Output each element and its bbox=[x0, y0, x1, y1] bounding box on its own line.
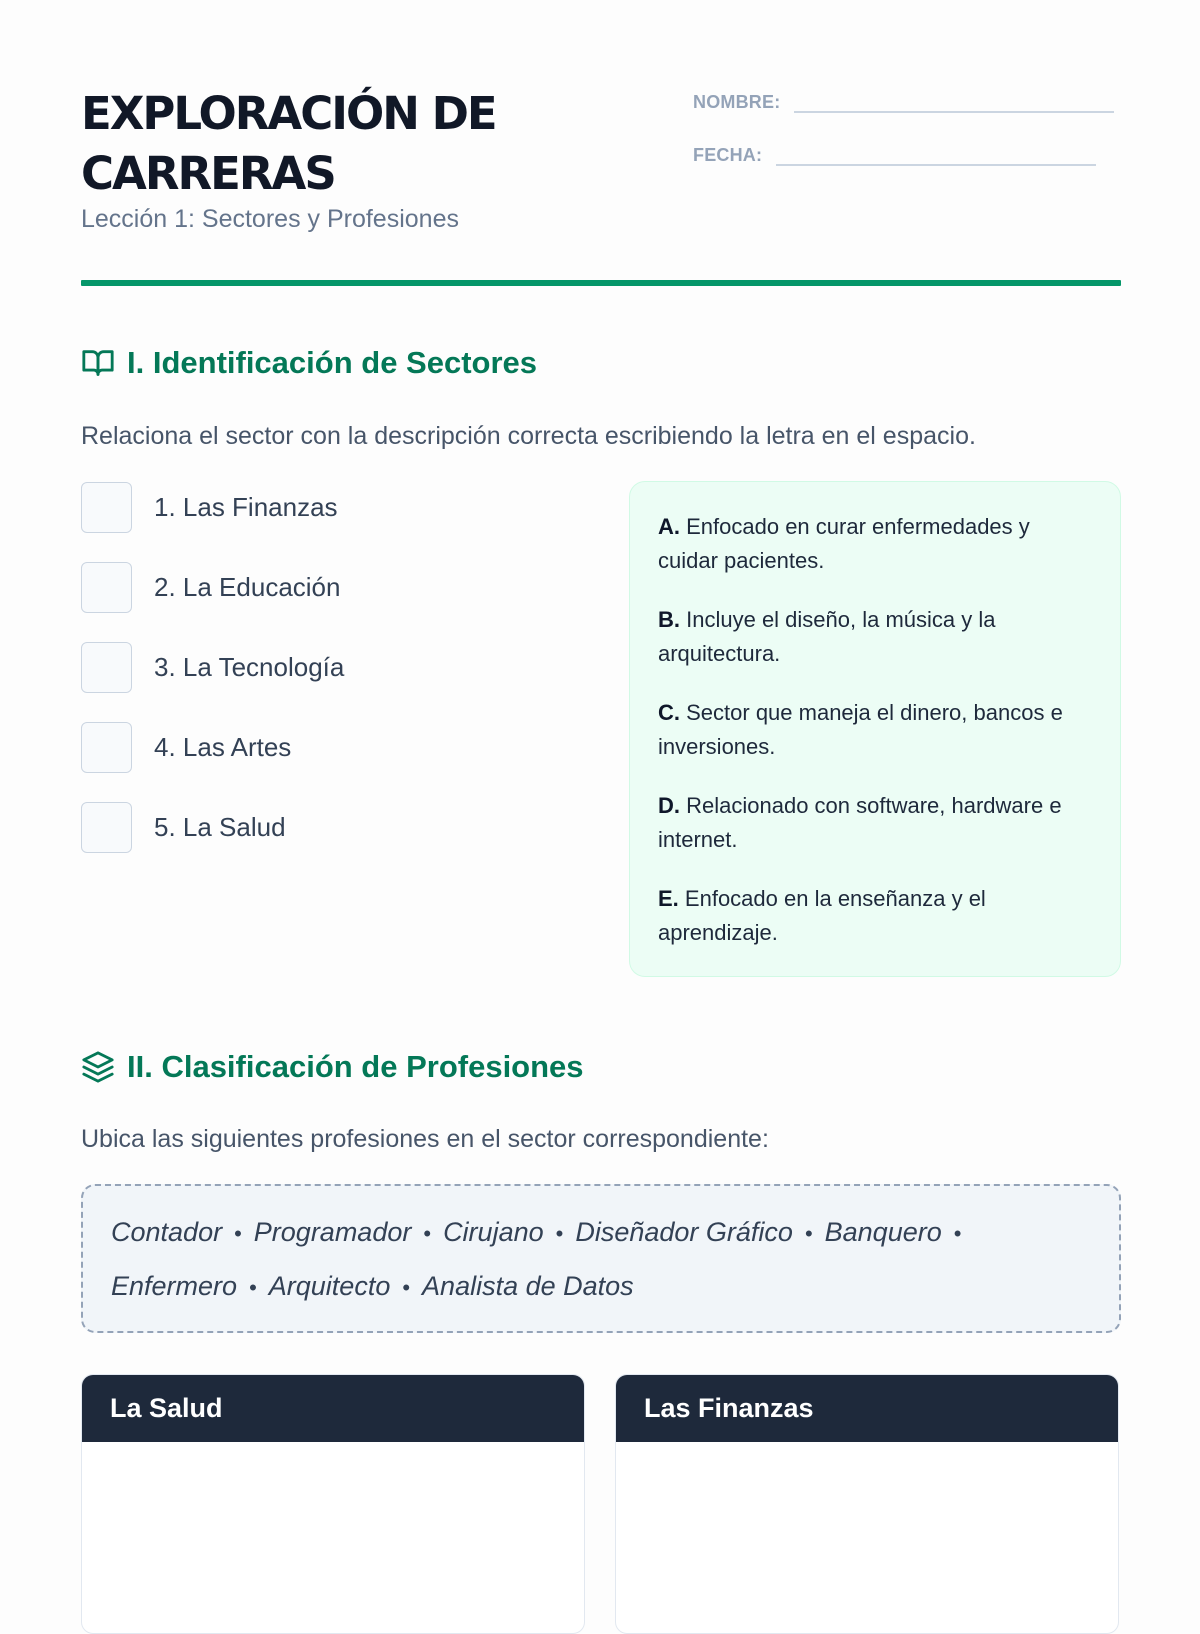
answer-box[interactable] bbox=[81, 482, 132, 533]
word-separator: • bbox=[953, 1221, 962, 1246]
word-bank-item: Arquitecto bbox=[268, 1271, 391, 1301]
match-item bbox=[81, 481, 601, 534]
match-item-label: 4. Las Artes bbox=[154, 732, 292, 762]
word-bank-item: Diseñador Gráfico bbox=[575, 1217, 793, 1247]
word-separator: • bbox=[804, 1221, 813, 1246]
category-answer-area[interactable] bbox=[616, 1442, 1118, 1634]
word-bank-item: Analista de Datos bbox=[422, 1271, 634, 1301]
match-item-label: 5. La Salud bbox=[154, 812, 286, 842]
date-label: FECHA: bbox=[693, 145, 763, 165]
category-card-salud bbox=[81, 1374, 585, 1634]
option-letter: C. bbox=[658, 700, 680, 725]
section-1-instructions: Relaciona el sector con la descripción correcta escribiendo la letra en el espacio. bbox=[81, 422, 976, 450]
name-label: NOMBRE: bbox=[693, 92, 781, 112]
description-option bbox=[658, 882, 1092, 950]
match-item-label: 3. La Tecnología bbox=[154, 652, 345, 682]
match-item bbox=[81, 561, 601, 614]
worksheet-page bbox=[81, 0, 1121, 1600]
header-divider bbox=[81, 280, 1121, 286]
page-title: EXPLORACIÓN DE CARRERAS bbox=[81, 87, 496, 200]
word-bank-item: Cirujano bbox=[443, 1217, 544, 1247]
category-answer-area[interactable] bbox=[82, 1442, 584, 1634]
description-option bbox=[658, 789, 1092, 857]
category-card-title: Las Finanzas bbox=[616, 1375, 1118, 1442]
category-card-finanzas bbox=[615, 1374, 1119, 1634]
option-text: Relacionado con software, hardware e internet. bbox=[658, 793, 1062, 852]
name-input-line[interactable] bbox=[794, 89, 1114, 113]
word-separator: • bbox=[555, 1221, 564, 1246]
word-bank bbox=[81, 1184, 1121, 1333]
word-bank-item: Banquero bbox=[824, 1217, 942, 1247]
date-input-line[interactable] bbox=[776, 142, 1096, 166]
word-bank-item: Programador bbox=[253, 1217, 412, 1247]
date-field bbox=[693, 142, 1096, 166]
option-letter: E. bbox=[658, 886, 679, 911]
description-option bbox=[658, 510, 1092, 578]
answer-box[interactable] bbox=[81, 722, 132, 773]
description-option bbox=[658, 696, 1092, 764]
option-letter: B. bbox=[658, 607, 680, 632]
word-bank-item: Enfermero bbox=[111, 1271, 238, 1301]
category-card-title: La Salud bbox=[82, 1375, 584, 1442]
answer-box[interactable] bbox=[81, 642, 132, 693]
answer-box[interactable] bbox=[81, 562, 132, 613]
option-text: Enfocado en la enseñanza y el aprendizaje. bbox=[658, 886, 986, 945]
match-item-label: 2. La Educación bbox=[154, 572, 341, 602]
word-separator: • bbox=[402, 1275, 411, 1300]
word-separator: • bbox=[249, 1275, 257, 1300]
description-option bbox=[658, 603, 1092, 671]
match-item bbox=[81, 721, 601, 774]
match-item bbox=[81, 801, 601, 854]
section-2-instructions: Ubica las siguientes profesiones en el sector correspondiente: bbox=[81, 1125, 769, 1153]
option-text: Incluye el diseño, la música y la arquitectura. bbox=[658, 607, 996, 666]
section-2-title bbox=[81, 1047, 584, 1087]
word-separator: • bbox=[423, 1221, 432, 1246]
matching-list bbox=[81, 481, 601, 881]
word-separator: • bbox=[234, 1221, 242, 1246]
answer-box[interactable] bbox=[81, 802, 132, 853]
section-1-title-text: I. Identificación de Sectores bbox=[127, 345, 538, 380]
match-item-label: 1. Las Finanzas bbox=[154, 492, 338, 522]
option-letter: A. bbox=[658, 514, 680, 539]
name-field bbox=[693, 89, 1114, 113]
page-subtitle: Lección 1: Sectores y Profesiones bbox=[81, 205, 459, 233]
match-item bbox=[81, 641, 601, 694]
layers-icon bbox=[81, 1050, 115, 1084]
option-text: Sector que maneja el dinero, bancos e inversiones. bbox=[658, 700, 1063, 759]
section-2-title-text: II. Clasificación de Profesiones bbox=[127, 1049, 584, 1084]
option-letter: D. bbox=[658, 793, 680, 818]
option-text: Enfocado en curar enfermedades y cuidar pacientes. bbox=[658, 514, 1030, 573]
word-bank-item: Contador bbox=[111, 1217, 223, 1247]
worksheet-header bbox=[81, 78, 1121, 288]
descriptions-panel bbox=[629, 481, 1121, 977]
book-open-icon bbox=[81, 346, 115, 380]
section-1-title bbox=[81, 343, 537, 383]
